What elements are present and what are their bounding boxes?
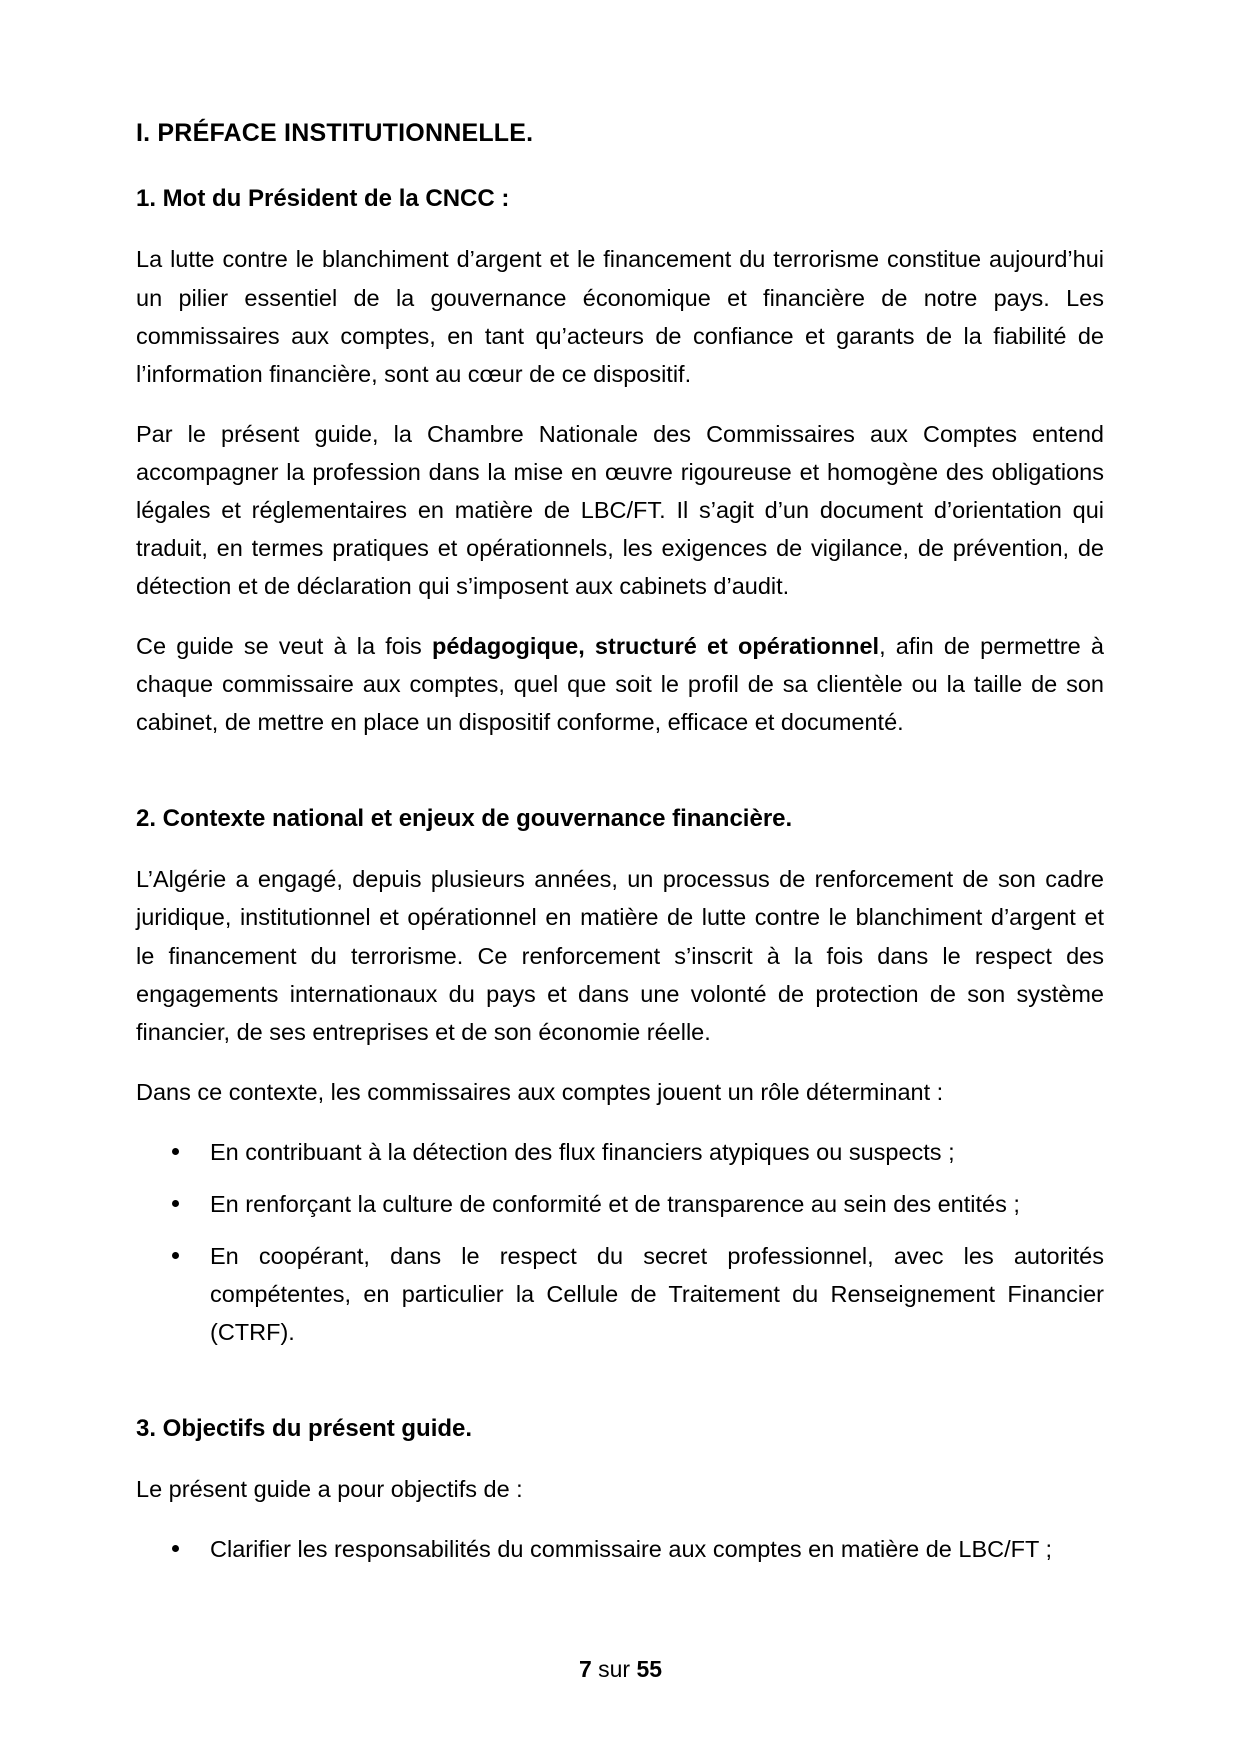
section-spacer [136, 1351, 1104, 1413]
paragraph-text-bold: pédagogique, structuré et opérationnel [432, 633, 880, 659]
list-item [136, 1133, 1104, 1171]
document-content [136, 118, 1104, 1568]
paragraph: L’Algérie a engagé, depuis plusieurs années, un processus de renforcement de son cadre juridique, institutionnel et opérationnel en matière de lutte contre le blanchiment d’argent et le financement du terrorisme. Ce renforcement s’inscrit à la fois dans le respect des engagements internationaux du pays et dans une volonté de protection de son système financier, de ses entreprises et de son économie réelle. [136, 866, 1104, 1045]
section-heading-1: 1. Mot du Président de la CNCC : [136, 185, 510, 213]
bullet-list [136, 1133, 1104, 1351]
page-footer [0, 1656, 1241, 1683]
list-item-text: En renforçant la culture de conformité et de transparence au sein des entités ; [210, 1190, 1020, 1217]
bullet-dot-icon [172, 1200, 179, 1207]
section-heading-2: 2. Contexte national et enjeux de gouvernance financière. [136, 805, 793, 833]
list-item-text: En contribuant à la détection des flux financiers atypiques ou suspects ; [210, 1138, 955, 1165]
paragraph: Le présent guide a pour objectifs de : [136, 1476, 523, 1503]
bullet-list [136, 1530, 1104, 1568]
bullet-dot-icon [172, 1252, 179, 1259]
paragraph-rich [136, 627, 1104, 741]
paragraph-text-after: , afin de permettre à chaque commissaire aux comptes, quel que soit le profil de sa clientèle ou la taille de son cabinet, de mettre en place un dispositif conforme, efficace et documenté. [136, 633, 1105, 736]
section-spacer [136, 741, 1104, 803]
list-item-text: Clarifier les responsabilités du commissaire aux comptes en matière de LBC/FT ; [210, 1536, 1052, 1563]
footer-page-number: 7 [578, 1656, 592, 1682]
footer-total-pages: 55 [636, 1656, 663, 1682]
footer-separator: sur [591, 1656, 637, 1682]
list-item [136, 1237, 1104, 1351]
bullet-dot-icon [172, 1148, 179, 1155]
list-item-text: En coopérant, dans le respect du secret professionnel, avec les autorités compétentes, en particulier la Cellule de Traitement du Renseignement Financier (CTRF). [210, 1242, 1104, 1345]
paragraph: Dans ce contexte, les commissaires aux comptes jouent un rôle déterminant : [136, 1078, 944, 1105]
paragraph: La lutte contre le blanchiment d’argent et le financement du terrorisme constitue aujourd’hui un pilier essentiel de la gouvernance économique et financière de notre pays. Les commissaires aux comptes, en tant qu’acteurs de confiance et garants de la fiabilité de l’information financière, sont au cœur de ce dispositif. [136, 246, 1104, 387]
paragraph: Par le présent guide, la Chambre Nationale des Commissaires aux Comptes entend accompagner la profession dans la mise en œuvre rigoureuse et homogène des obligations légales et réglementaires en matière de LBC/FT. Il s’agit d’un document d’orientation qui traduit, en termes pratiques et opérationnels, les exigences de vigilance, de prévention, de détection et de déclaration qui s’imposent aux cabinets d’audit. [136, 420, 1104, 599]
list-item [136, 1530, 1104, 1568]
list-item [136, 1185, 1104, 1223]
page-title: I. PRÉFACE INSTITUTIONNELLE. [136, 119, 534, 147]
bullet-dot-icon [172, 1545, 179, 1552]
section-heading-3: 3. Objectifs du présent guide. [136, 1415, 473, 1443]
paragraph-text-before: Ce guide se veut à la fois [136, 633, 432, 659]
